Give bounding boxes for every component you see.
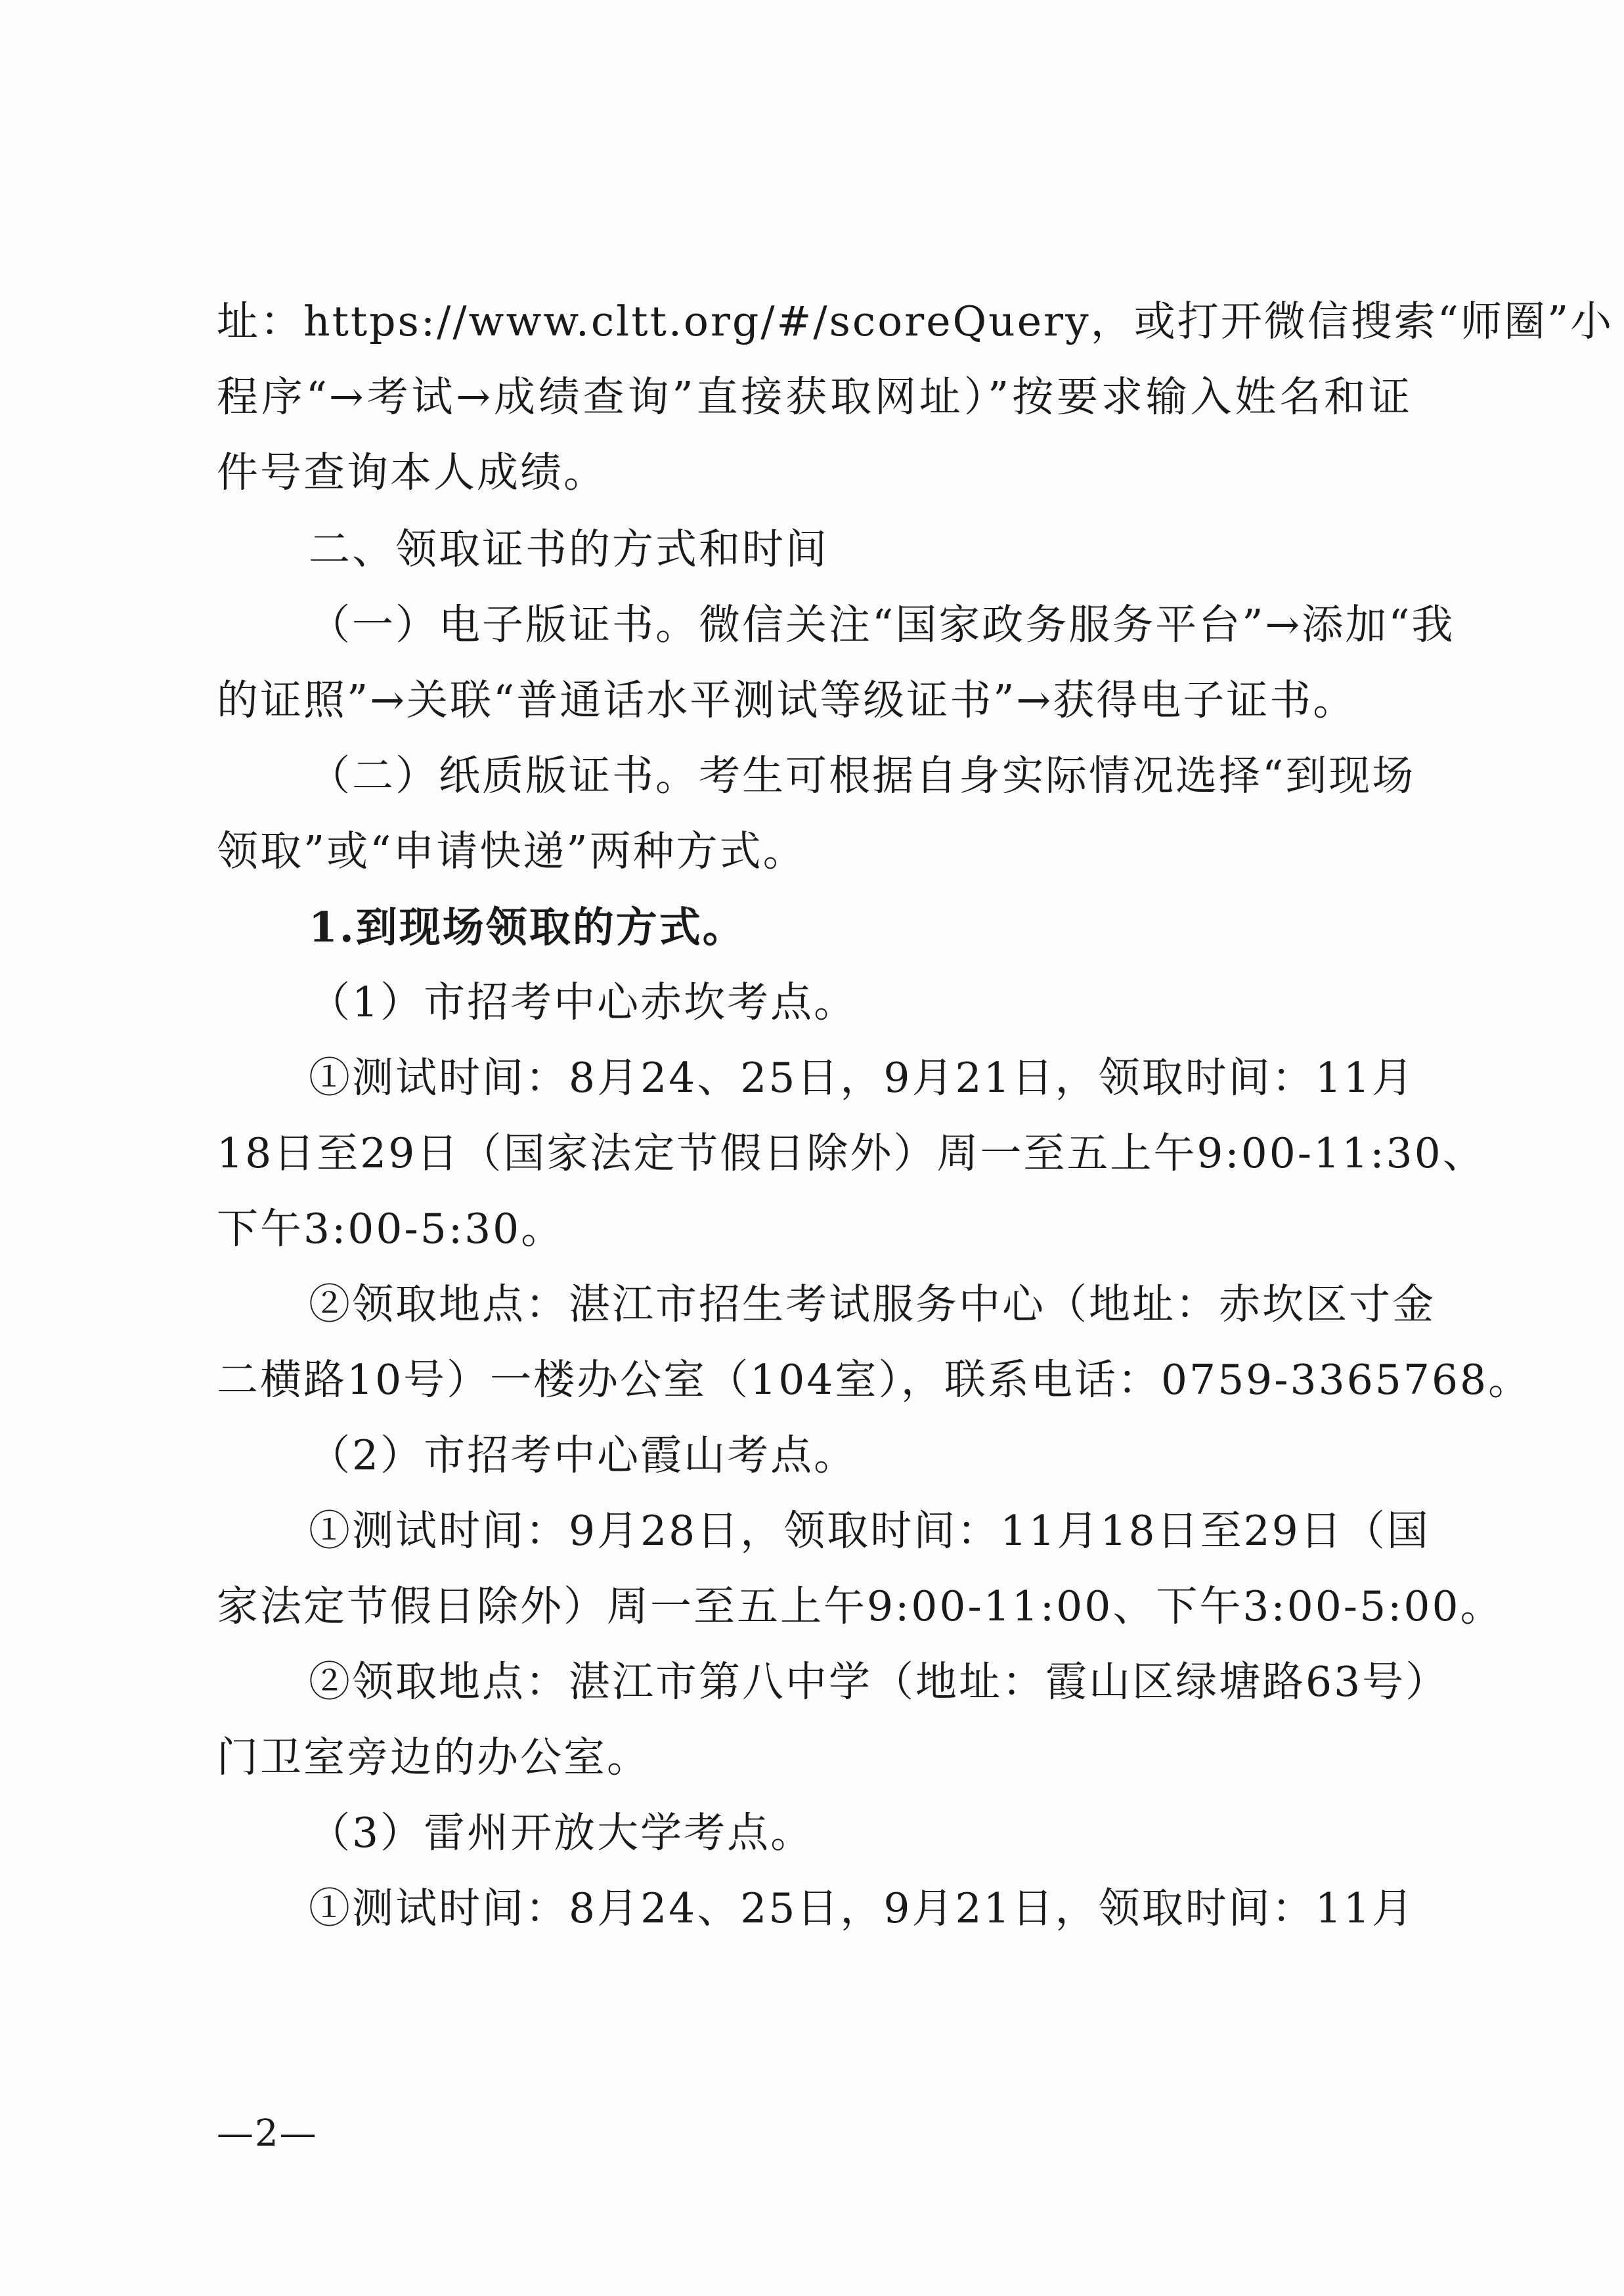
text-line: ①测试时间：9月28日，领取时间：11月18日至29日（国 (309, 1507, 1430, 1555)
text-line: 程序“→考试→成绩查询”直接获取网址）”按要求输入姓名和证 (217, 373, 1412, 421)
text-line: （3）雷州开放大学考点。 (309, 1809, 814, 1857)
text-line: ①测试时间：8月24、25日，9月21日，领取时间：11月 (309, 1884, 1415, 1932)
text-line: ①测试时间：8月24、25日，9月21日，领取时间：11月 (309, 1054, 1415, 1102)
text-line: （一）电子版证书。微信关注“国家政务服务平台”→添加“我 (309, 601, 1455, 649)
text-line: ②领取地点：湛江市第八中学（地址：霞山区绿塘路63号） (309, 1658, 1449, 1706)
text-line: 的证照”→关联“普通话水平测试等级证书”→获得电子证书。 (217, 676, 1357, 724)
subsection-heading: 1.到现场领取的方式。 (309, 903, 746, 951)
text-line: （2）市招考中心霞山考点。 (309, 1431, 858, 1479)
text-line: 领取”或“申请快递”两种方式。 (217, 827, 806, 875)
text-line: （1）市招考中心赤坎考点。 (309, 978, 858, 1026)
text-line: 18日至29日（国家法定节假日除外）周一至五上午9:00-11:30、 (217, 1129, 1486, 1177)
text-line: 件号查询本人成绩。 (217, 448, 607, 496)
text-line: 家法定节假日除外）周一至五上午9:00-11:00、下午3:00-5:00。 (217, 1582, 1504, 1630)
text-line: 二横路10号）一楼办公室（104室），联系电话：0759-3365768。 (217, 1356, 1532, 1404)
text-line: 门卫室旁边的办公室。 (217, 1733, 650, 1781)
text-line: 下午3:00-5:30。 (217, 1205, 565, 1253)
page-number: —2— (217, 2112, 318, 2155)
section-heading: 二、领取证书的方式和时间 (309, 525, 829, 573)
text-line: （二）纸质版证书。考生可根据自身实际情况选择“到现场 (309, 752, 1416, 800)
text-line: 址：https://www.cltt.org/#/scoreQuery，或打开微信搜索“师圈”小 (217, 297, 1614, 345)
text-line: ②领取地点：湛江市招生考试服务中心（地址：赤坎区寸金 (309, 1280, 1436, 1328)
